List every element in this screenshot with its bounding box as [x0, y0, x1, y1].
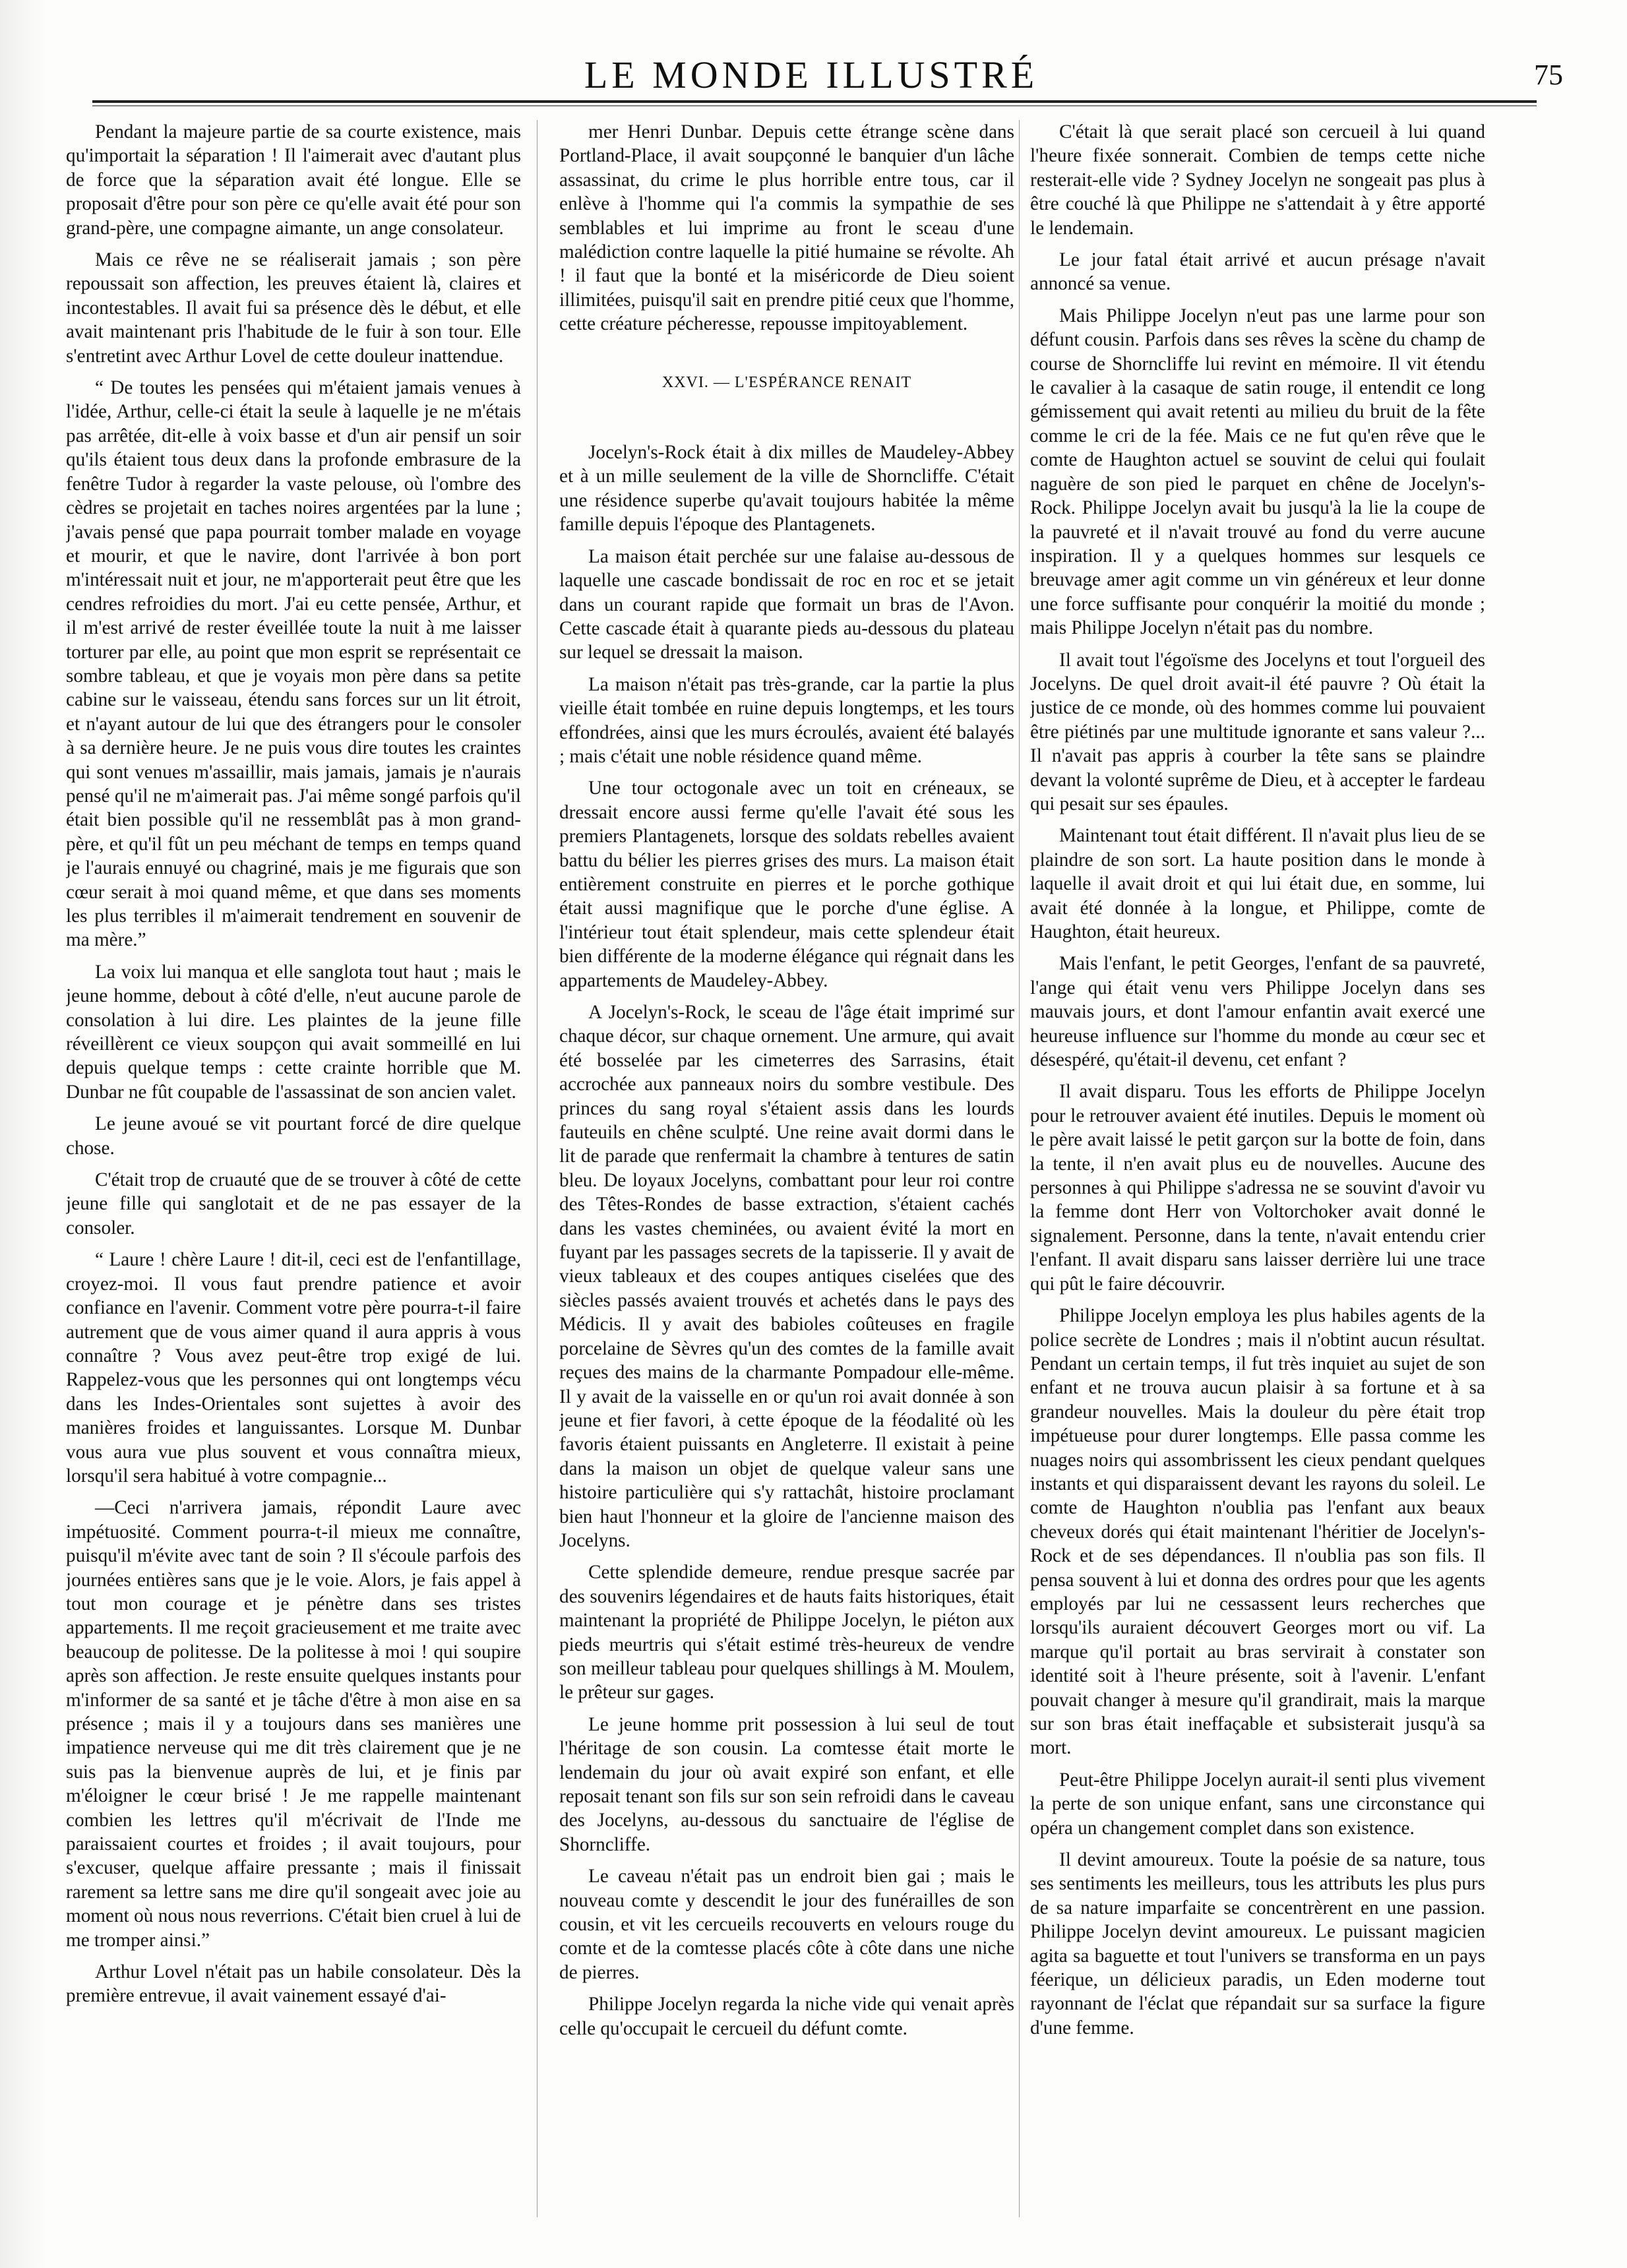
paragraph: Mais ce rêve ne se réaliserait jamais ; son père repoussait son affection, les preuves étaient là, claires et incontestables. Il avait fui sa présence dès le début, et elle avait maintenant pris l'habitude de le fuir à son tour. Elle s'entretint avec Arthur Lovel de cette douleur inattendue.: [66, 249, 521, 367]
masthead-title: LE MONDE ILLUSTRÉ: [584, 53, 1039, 96]
paragraph: mer Henri Dunbar. Depuis cette étrange scène dans Portland-Place, il avait soupçonné le banquier d'un lâche assassinat, du crime le plus horrible entre tous, car il enlève à l'homme qui l'a commis la sympathie de ses semblables et lui imprime au front le sceau d'une malédiction contre laquelle la pitié humaine se révolte. Ah ! il faut que la bonté et la miséricorde de Dieu soient illimitées, puisqu'il sait en prendre pitié ceux que l'homme, cette créature pécheresse, repousse impitoyablement.: [559, 121, 1014, 335]
column-middle: [559, 120, 1014, 2217]
paragraph: Pendant la majeure partie de sa courte existence, mais qu'importait la séparation ! Il l'aimerait avec d'autant plus de force que la séparation avait été longue. Elle se proposait d'être pour son père ce qu'elle avait été pour son grand-père, une compagne aimante, un ange consolateur.: [66, 121, 521, 239]
paragraph: Cette splendide demeure, rendue presque sacrée par des souvenirs légendaires et de hauts faits historiques, était maintenant la propriété de Philippe Jocelyn, le piéton aux pieds meurtris qui s'était estimé très-heureux de vendre son meilleur tableau pour quelques shillings à M. Moulem, le prêteur sur gages.: [559, 1562, 1014, 1703]
paragraph: C'était trop de cruauté que de se trouver à côté de cette jeune fille qui sanglotait et de ne pas essayer de la consoler.: [66, 1169, 521, 1239]
paragraph: Maintenant tout était différent. Il n'avait plus lieu de se plaindre de son sort. La haute position dans le monde à laquelle il avait droit et qui lui était due, en somme, lui avait été donnée à la longue, et Philippe, comte de Haughton, était heureux.: [1030, 825, 1485, 942]
paragraph: La voix lui manqua et elle sanglota tout haut ; mais le jeune homme, debout à côté d'elle, n'eut aucune parole de consolation à lui dire. Les plaintes de la jeune fille réveillèrent ce vieux soupçon qui avait sommeillé en lui depuis quelque temps : cette crainte horrible que M. Dunbar ne fût coupable de l'assassinat de son ancien valet.: [66, 961, 521, 1103]
paragraph: Jocelyn's-Rock était à dix milles de Maudeley-Abbey et à un mille seulement de la ville de Shorncliffe. C'était une résidence superbe qu'avait toujours habitée la même famille depuis l'époque des Plantagenets.: [559, 442, 1014, 536]
paragraph: Le caveau n'était pas un endroit bien gai ; mais le nouveau comte y descendit le jour des funérailles de son cousin, et vit les cercueils recouverts en velours rouge du comte et de la comtesse placés côte à côte dans une niche de pierres.: [559, 1866, 1014, 1983]
paragraph: “ Laure ! chère Laure ! dit-il, ceci est de l'enfantillage, croyez-moi. Il vous faut prendre patience et avoir confiance en l'avenir. Comment votre père pourra-t-il faire autrement que de vous aimer quand il aura appris à vous connaître ? Vous avez peut-être trop exigé de lui. Rappelez-vous que les personnes qui ont longtemps vécu dans les Indes-Orientales sont sujettes à avoir des manières froides et languissantes. Lorsque M. Dunbar vous aura vue plus souvent et vous connaîtra mieux, lorsqu'il sera habitué à votre compagnie...: [66, 1249, 521, 1486]
paragraph: C'était là que serait placé son cercueil à lui quand l'heure fixée sonnerait. Combien de temps cette niche resterait-elle vide ? Sydney Jocelyn ne songeait pas plus à être couché là que Philippe ne s'attendait à y être apporté le lendemain.: [1030, 121, 1485, 239]
paragraph: La maison était perchée sur une falaise au-dessous de laquelle une cascade bondissait de roc en roc et se jetait dans un courant rapide que formait un bras de l'Avon. Cette cascade était à quarante pieds au-dessous du plateau sur lequel se dressait la maison.: [559, 545, 1014, 663]
paragraph: Une tour octogonale avec un toit en créneaux, se dressait encore aussi ferme qu'elle l'avait été sous les premiers Plantagenets, lorsque des soldats rebelles avaient battu du bélier les pierres grises des murs. La maison était entièrement construite en pierres et le porche gothique était aussi magnifique que le porche d'une église. A l'intérieur tout était splendeur, mais cette splendeur était bien différente de la moderne élégance qui régnait dans les appartements de Maudeley-Abbey.: [559, 778, 1014, 991]
column-middle-intro: [559, 120, 1014, 336]
column-left: [66, 120, 521, 2217]
chapter-heading: XXVI. — L'ESPÉRANCE RENAIT: [661, 373, 912, 391]
paragraph: —Ceci n'arrivera jamais, répondit Laure avec impétuosité. Comment pourra-t-il mieux me connaître, puisqu'il m'évite avec tant de soin ? Il s'écoule parfois des journées entières sans que je le voie. Alors, je fais appel à tout mon courage et je pénètre dans ses tristes appartements. Il me reçoit gracieusement et me traite avec beaucoup de politesse. De la politesse à moi ! qui soupire après son affection. Je reste ensuite quelques instants pour m'informer de sa santé et je tâche d'être à mon aise en sa présence ; mais il y a toujours dans ses manières une impatience nerveuse qui me dit très clairement que je ne suis pas la bienvenue auprès de lui, et je finis par m'éloigner le cœur brisé ! Je me rappelle maintenant combien les lettres qu'il m'écrivait de l'Inde me paraissaient courtes et froides ; il avait toujours, pour s'excuser, quelque affaire pressante ; mais il finissait rarement sa lettre sans me dire qu'il songeait avec joie au moment où nous nous reverrions. C'était bien cruel à lui de me tromper ainsi.”: [66, 1497, 521, 1951]
paragraph: Il avait disparu. Tous les efforts de Philippe Jocelyn pour le retrouver avaient été inutiles. Depuis le moment où le père avait laissé le petit garçon sur la botte de foin, dans la tente, il n'en avait plus eu de nouvelles. Aucune des personnes à qui Philippe s'adressa ne se souvint d'avoir vu la femme dont Herr von Voltorchoker avait donné le signalement. Personne, dans la tente, n'avait entendu crier l'enfant. Il avait disparu sans laisser derrière lui une trace qui pût le faire découvrir.: [1030, 1081, 1485, 1295]
column-divider: [1019, 120, 1020, 2217]
header-rule-thick: [92, 100, 1537, 103]
paragraph: La maison n'était pas très-grande, car la partie la plus vieille était tombée en ruine depuis longtemps, et les tours effondrées, ainsi que les murs écroulés, avaient été balayés ; mais c'était une noble résidence quand même.: [559, 673, 1014, 767]
paragraph: Arthur Lovel n'était pas un habile consolateur. Dès la première entrevue, il avait vainement essayé d'ai-: [66, 1961, 521, 2007]
paragraph: A Jocelyn's-Rock, le sceau de l'âge était imprimé sur chaque décor, sur chaque ornement. Une armure, qui avait été bosselée par les cimeterres des Sarrasins, était accrochée aux panneaux noirs du sombre vestibule. Des princes du sang royal s'étaient assis dans les lourds fauteuils en chêne sculpté. Une reine avait dormi dans le lit de parade que renfermait la chambre à tentures de satin bleu. De loyaux Jocelyns, combattant pour leur roi contre des Têtes-Rondes de basse extraction, s'étaient cachés dans les vastes cheminées, ou avaient évité la mort en fuyant par les passages secrets de la tapisserie. Il y avait de vieux tableaux et des coupes antiques ciselées que des siècles passés avaient trouvés et achetés dans le pays des Médicis. Il y avait des babioles coûteuses en fragile porcelaine de Sèvres qu'un des comtes de la famille avait reçues des mains de la charmante Pompadour elle-même. Il y avait de la vaisselle en or qu'un roi avait donnée à son jeune et fier favori, à cette époque de la féodalité où les favoris étaient puissants en Angleterre. Il existait à peine dans la maison un objet de quelque valeur sans une histoire particulière qui s'y rattachât, histoire proclamant bien haut l'honneur et la gloire de l'ancienne maison des Jocelyns.: [559, 1002, 1014, 1551]
paragraph: Philippe Jocelyn regarda la niche vide qui venait après celle qu'occupait le cercueil du défunt comte.: [559, 1994, 1014, 2039]
paragraph: Peut-être Philippe Jocelyn aurait-il senti plus vivement la perte de son unique enfant, sans une circonstance qui opéra un changement complet dans son existence.: [1030, 1769, 1485, 1839]
paragraph: Le jeune homme prit possession à lui seul de tout l'héritage de son cousin. La comtesse était morte le lendemain du jour où avait expiré son enfant, et elle reposait tenant son fils sur son sein refroidi dans le caveau des Jocelyns, au-dessous du sanctuaire de l'église de Shorncliffe.: [559, 1713, 1014, 1855]
paragraph: Le jour fatal était arrivé et aucun présage n'avait annoncé sa venue.: [1030, 249, 1485, 295]
paragraph: Mais l'enfant, le petit Georges, l'enfant de sa pauvreté, l'ange qui était venu vers Philippe Jocelyn dans ses mauvais jours, et dont l'amour enfantin avait exercé une heureuse influence sur l'homme du monde au cœur sec et désespéré, qu'était-il devenu, cet enfant ?: [1030, 953, 1485, 1071]
paragraph: Il avait tout l'égoïsme des Jocelyns et tout l'orgueil des Jocelyns. De quel droit avait-il été pauvre ? Où était la justice de ce monde, où des hommes comme lui pouvaient être piétinés par une multitude ignorante et sans valeur ?... Il n'avait pas appris à courber la tête sans se plaindre devant la volonté suprême de Dieu, et à accepter le fardeau qui pesait sur ses épaules.: [1030, 649, 1485, 814]
column-middle-body: [559, 441, 1014, 2040]
paragraph: Philippe Jocelyn employa les plus habiles agents de la police secrète de Londres ; mais il n'obtint aucun résultat. Pendant un certain temps, il fut très inquiet au sujet de son enfant et ne trouva aucun plaisir à sa fortune et à sa grandeur nouvelles. Mais la douleur du père était trop impétueuse pour durer longtemps. Elle passa comme les nuages noirs qui assombrissent les cieux pendant quelques instants et qui disparaissent devant les rayons du soleil. Le comte de Haughton n'oublia pas l'enfant aux beaux cheveux dorés qui était maintenant l'héritier de Jocelyn's-Rock et de ses dépendances. Il n'oublia pas son fils. Il pensa souvent à lui et donna des ordres pour que les agents employés par lui ne cessassent leurs recherches que lorsqu'ils auraient découvert Georges mort ou vif. La marque qu'il portait au bras servirait à constater son identité soit à l'heure présente, soit à l'avenir. L'enfant pouvait changer à mesure qu'il grandirait, mais la marque sur son bras était ineffaçable et subsisterait jusqu'à sa mort.: [1030, 1305, 1485, 1759]
paragraph: Mais Philippe Jocelyn n'eut pas une larme pour son défunt cousin. Parfois dans ses rêves la scène du champ de course de Shorncliffe lui revint en mémoire. Il vit étendu le cavalier à la casaque de satin rouge, il entendit ce long gémissement qui avait retenti au milieu du bruit de la fête comme le cri de la fée. Mais ce ne fut qu'en rêve que le comte de Haughton actuel se souvint de celui qui foulait naguère de son pied le parquet en chêne de Jocelyn's-Rock. Philippe Jocelyn avait bu jusqu'à la lie la coupe de la pauvreté et il n'avait trouvé au fond du verre aucune inspiration. Il y a quelques hommes sur lesquels ce breuvage amer agit comme un vin généreux et leur donne une force suffisante pour conquérir la moitié du monde ; mais Philippe Jocelyn n'était pas du nombre.: [1030, 305, 1485, 639]
column-right: [1030, 120, 1485, 2217]
paragraph: Le jeune avoué se vit pourtant forcé de dire quelque chose.: [66, 1113, 521, 1159]
page-edge-shadow: [0, 0, 46, 2268]
paragraph: “ De toutes les pensées qui m'étaient jamais venues à l'idée, Arthur, celle-ci était la seule à laquelle je ne m'étais pas arrêtée, dit-elle à voix basse et d'un air pensif un soir qu'ils étaient tous deux dans la profonde embrasure de la fenêtre Tudor à regarder la vaste pelouse, où l'ombre des cèdres se projetait en taches noires argentées par la lune ; j'avais pensé que papa pourrait tomber malade en voyage et mourir, et que le navire, dont l'arrivée à bon port m'intéressait nuit et jour, ne m'apporterait peut être que les cendres refroidies du mort. J'ai eu cette pensée, Arthur, et il m'est arrivé de rester éveillée toute la nuit à me laisser torturer par elle, au point que mon esprit se représentait ce sombre tableau, et que je voyais mon père dans sa petite cabine sur le vaisseau, étendu sans forces sur un lit étroit, et n'ayant autour de lui que des étrangers pour le consoler à sa dernière heure. Je ne puis vous dire toutes les craintes qui sont venues m'assaillir, mais jamais, jamais je n'aurais pensé qu'il ne m'aimerait pas. J'ai même songé parfois qu'il était bien possible qu'il ne ressemblât pas à mon grand-père, et qu'il fût un peu méchant de temps en temps quand je l'aurais ennuyé ou chagriné, mais je me figurais que son cœur serait à moi quand même, et que dans ses moments les plus terribles il m'aimerait tendrement en souvenir de ma mère.”: [66, 377, 521, 951]
paragraph: Il devint amoureux. Toute la poésie de sa nature, tous ses sentiments les meilleurs, tous les attributs les plus purs de sa nature imparfaite se concentrèrent en une passion. Philippe Jocelyn devint amoureux. Le puissant magicien agita sa baguette et tout l'univers se transforma en un pays féerique, un délicieux paradis, un Eden moderne tout rayonnant de l'éclat que répandait sur sa surface la figure d'une femme.: [1030, 1849, 1485, 2038]
masthead: [59, 45, 1563, 98]
page-number: 75: [1534, 59, 1563, 91]
